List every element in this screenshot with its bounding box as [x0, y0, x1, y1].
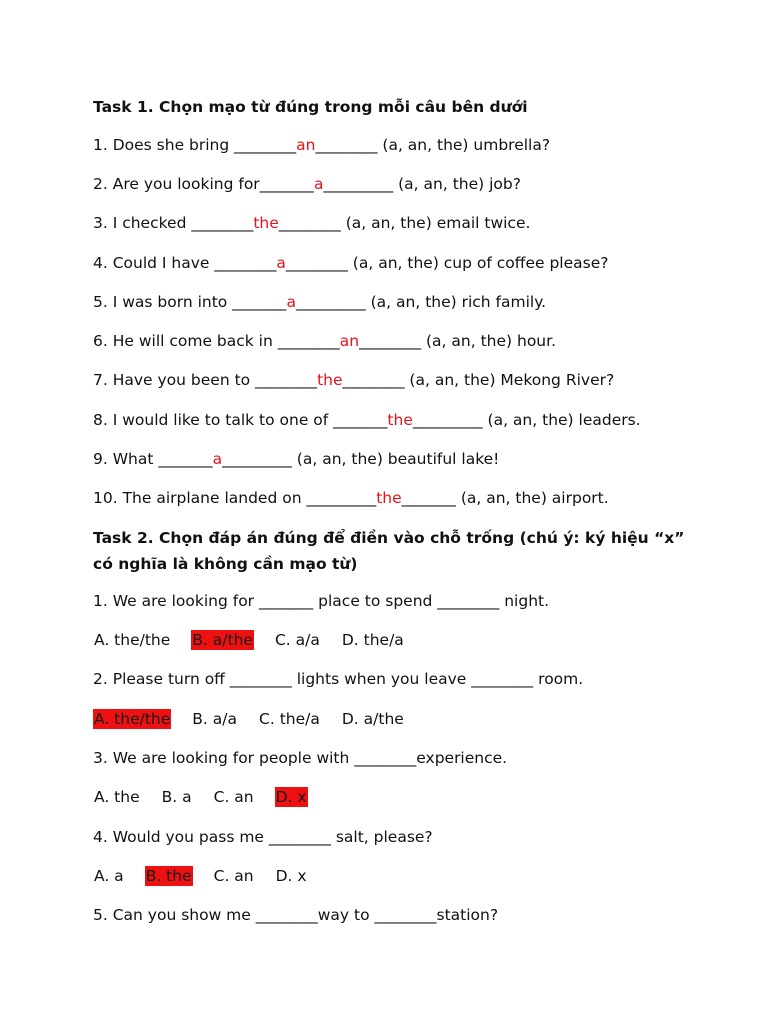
answer-text: the — [376, 489, 402, 507]
task2-question-5: 5. Can you show me ________way to ________station? — [93, 906, 499, 924]
task1-item-1: 1. Does she bring ________an________ (a, an, the) umbrella? — [93, 136, 551, 154]
option[interactable]: A. the/the — [94, 631, 171, 649]
task2-question-3: 3. We are looking for people with ________experience. — [93, 749, 508, 767]
option-selected[interactable]: A. the/the — [94, 710, 171, 728]
answer-text: a — [212, 450, 223, 468]
answer-text: a — [313, 175, 324, 193]
answer-text: the — [317, 371, 343, 389]
answer-text: a — [286, 293, 296, 311]
answer-text: the — [253, 214, 279, 232]
option[interactable]: A. a — [94, 867, 124, 885]
answer-text: a — [276, 254, 286, 272]
task2-options-1 — [93, 630, 425, 650]
task2-question-4: 4. Would you pass me ________ salt, please? — [93, 828, 433, 846]
option[interactable]: A. the — [94, 788, 140, 806]
task1-item-10: 10. The airplane landed on _________the_______ (a, an, the) airport. — [93, 489, 609, 507]
task2-title: Task 2. Chọn đáp án đúng để điền vào chỗ trống (chú ý: ký hiệu “x” có nghĩa là không cần mạo từ) — [93, 529, 685, 573]
task1-item-8: 8. I would like to talk to one of _______the_________ (a, an, the) leaders. — [93, 411, 641, 429]
task1-item-7: 7. Have you been to ________the________ (a, an, the) Mekong River? — [93, 371, 615, 389]
task1-item-3: 3. I checked ________the________ (a, an, the) email twice. — [93, 214, 531, 232]
option[interactable]: D. the/a — [341, 631, 404, 649]
option[interactable]: C. an — [213, 788, 254, 806]
answer-text: an — [296, 136, 316, 154]
option[interactable]: B. a/a — [192, 710, 238, 728]
task1-item-4: 4. Could I have ________a________ (a, an, the) cup of coffee please? — [93, 254, 609, 272]
answer-text: the — [387, 411, 413, 429]
task2-options-2 — [93, 709, 425, 729]
task1-item-9: 9. What _______a_________ (a, an, the) beautiful lake! — [93, 450, 500, 468]
option[interactable]: C. a/a — [274, 631, 320, 649]
task1-title: Task 1. Chọn mạo từ đúng trong mỗi câu bên dưới — [93, 98, 528, 116]
task2-question-2: 2. Please turn off ________ lights when you leave ________ room. — [93, 670, 584, 688]
option[interactable]: C. an — [213, 867, 254, 885]
option[interactable]: B. a — [161, 788, 192, 806]
task2-question-1: 1. We are looking for _______ place to spend ________ night. — [93, 592, 550, 610]
task1-item-5: 5. I was born into _______a_________ (a, an, the) rich family. — [93, 293, 547, 311]
task1-item-2: 2. Are you looking for_______a_________ (a, an, the) job? — [93, 175, 521, 193]
option-selected[interactable]: D. x — [275, 788, 307, 806]
option-selected[interactable]: B. a/the — [192, 631, 253, 649]
task1-item-6: 6. He will come back in ________an________ (a, an, the) hour. — [93, 332, 556, 350]
option-selected[interactable]: B. the — [145, 867, 192, 885]
option[interactable]: C. the/a — [259, 710, 320, 728]
answer-text: an — [339, 332, 360, 350]
option[interactable]: D. a/the — [341, 710, 404, 728]
option[interactable]: D. x — [275, 867, 307, 885]
task2-options-4 — [93, 866, 328, 886]
task2-options-3 — [93, 787, 328, 807]
